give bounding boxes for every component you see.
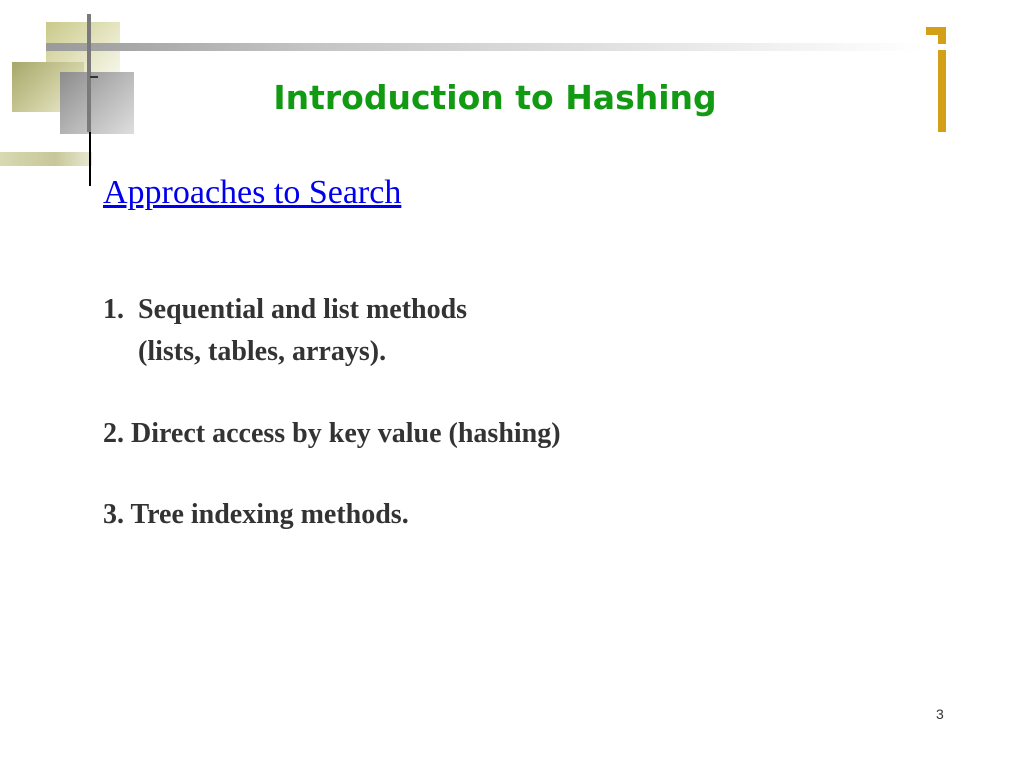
list-item-2: 2. Direct access by key value (hashing)	[103, 418, 561, 449]
list-item-3: 3. Tree indexing methods.	[103, 499, 409, 530]
list-item-1-line-2: (lists, tables, arrays).	[138, 336, 387, 367]
page-number: 3	[936, 706, 944, 722]
decoration-olive-bar-bottom	[0, 152, 92, 166]
decoration-bracket-stem-upper	[938, 27, 946, 44]
decoration-horizontal-rule	[46, 43, 924, 51]
approaches-to-search-link[interactable]: Approaches to Search	[103, 174, 402, 211]
list-item-1-line-1: 1. Sequential and list methods	[103, 294, 468, 325]
slide-title: Introduction to Hashing	[273, 78, 717, 117]
decoration-vertical-rule-thin	[89, 132, 91, 186]
